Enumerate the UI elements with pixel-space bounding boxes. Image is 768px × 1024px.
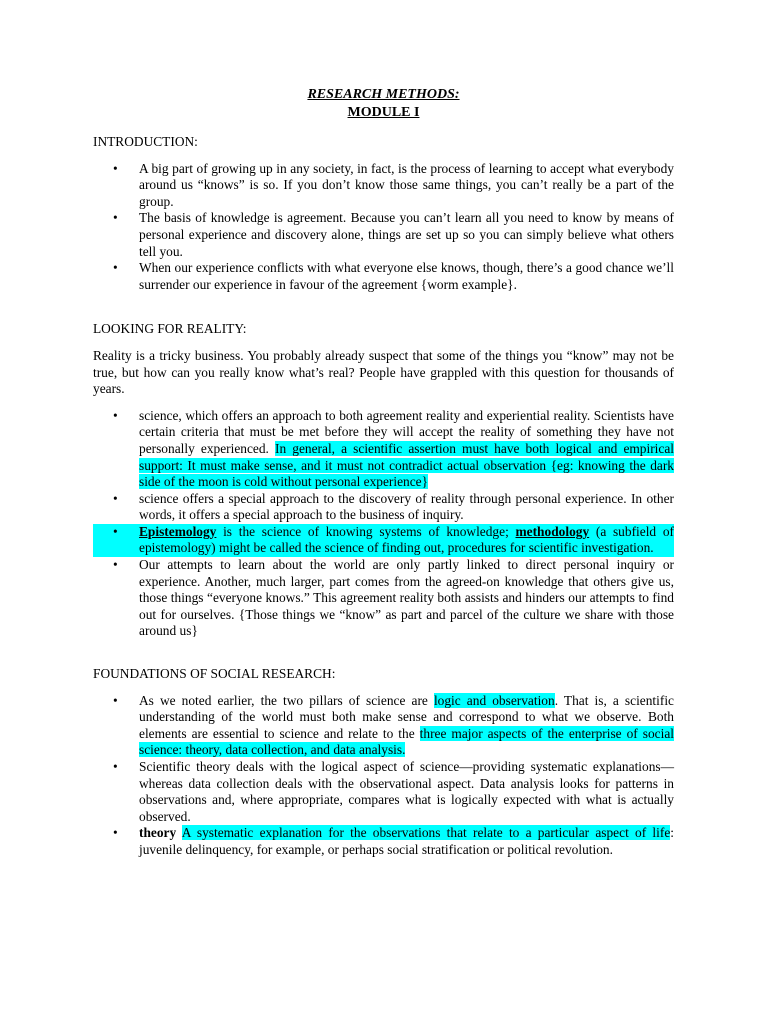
reality-list (93, 408, 674, 640)
list-item-highlighted: • Epistemology is the science of knowing systems of knowledge; methodology (a subfield of epistemology) might be called the science of finding out, procedures for scientific investigation. (93, 524, 674, 557)
highlighted-text: A systematic explanation for the observations that relate to a particular aspect of life (181, 825, 671, 841)
list-item: • Our attempts to learn about the world are only partly linked to direct personal inquiry or experience. Another, much larger, part comes from the agreed-on knowledge that others give us, those things “everyone knows.” This agreement reality both assists and hinders our attempts to find out for ourselves. {Those things we “know” as part and parcel of the culture we share with those around us} (113, 557, 674, 639)
bullet-icon: • (113, 825, 118, 841)
bullet-icon: • (113, 490, 118, 506)
highlighted-text: In general, a scientific assertion must have both logical and empirical support: It must make sense, and it must not contradict actual observation {eg: knowing the dark side of the moon is cold without personal experience} (139, 440, 675, 490)
introduction-heading: INTRODUCTION: (93, 134, 198, 149)
highlighted-text: three major aspects of the enterprise of social science: theory, data collection, and data analysis. (139, 725, 674, 758)
list-item: • Scientific theory deals with the logical aspect of science—providing systematic explanations—whereas data collection deals with the observational aspect. Data analysis looks for patterns in observations and, where appropriate, compares what is logically expected with what is actually observed. (113, 759, 674, 824)
term-theory: theory (139, 825, 177, 841)
bullet-icon: • (113, 523, 118, 539)
foundations-heading: FOUNDATIONS OF SOCIAL RESEARCH: (93, 666, 336, 682)
bullet-icon: • (113, 260, 118, 276)
introduction-list (93, 161, 674, 294)
bullet-icon: • (113, 160, 118, 176)
list-item: • science, which offers an approach to both agreement reality and experiential reality. Scientists have certain criteria that must be met before they will accept the reality of something they have not personally experienced. In general, a scientific assertion must have both logical and empirical support: It must make sense, and it must not contradict actual observation {eg: knowing the dark side of the moon is cold without personal experience} (113, 407, 675, 490)
title-line-1: RESEARCH METHODS: (307, 87, 460, 102)
foundations-list (93, 693, 674, 859)
list-item: • science offers a special approach to the discovery of reality through personal experience. In other words, it offers a special approach to the business of inquiry. (113, 490, 674, 523)
term-epistemology: Epistemology (139, 523, 217, 539)
reality-paragraph: Reality is a tricky business. You probably already suspect that some of the things you “know” may not be true, but how can you really know what’s real? People have grappled with this question for thousands of years. (93, 347, 674, 397)
document-page (93, 86, 674, 859)
document-title (93, 86, 674, 122)
reality-heading: LOOKING FOR REALITY: (93, 321, 247, 337)
list-item: • theory A systematic explanation for the observations that relate to a particular aspect of life: juvenile delinquency, for example, or perhaps social stratification or political revolution. (113, 825, 674, 857)
list-item: • The basis of knowledge is agreement. Because you can’t learn all you need to know by means of personal experience and discovery alone, things are set up so you can simply believe what others tell you. (113, 210, 674, 259)
highlighted-text: logic and observation (433, 692, 555, 708)
bullet-icon: • (113, 557, 118, 573)
term-methodology: methodology (515, 523, 590, 539)
bullet-icon: • (113, 759, 118, 774)
bullet-icon: • (113, 692, 118, 708)
list-item: • As we noted earlier, the two pillars of science are logic and observation. That is, a scientific understanding of the world must both make sense and correspond to what we observe. Both elements are essential to science and relate to the three major aspects of the enterprise of social science: theory, data collection, and data analysis. (113, 692, 674, 758)
list-item: • When our experience conflicts with what everyone else knows, though, there’s a good chance we’ll surrender our experience in favour of the agreement {worm example}. (113, 260, 674, 292)
list-item: • A big part of growing up in any society, in fact, is the process of learning to accept what everybody around us “knows” is so. If you don’t know those same things, you can’t really be a part of the group. (113, 160, 674, 209)
bullet-icon: • (113, 210, 118, 226)
bullet-icon: • (113, 407, 118, 423)
title-line-2: MODULE I (347, 105, 420, 120)
